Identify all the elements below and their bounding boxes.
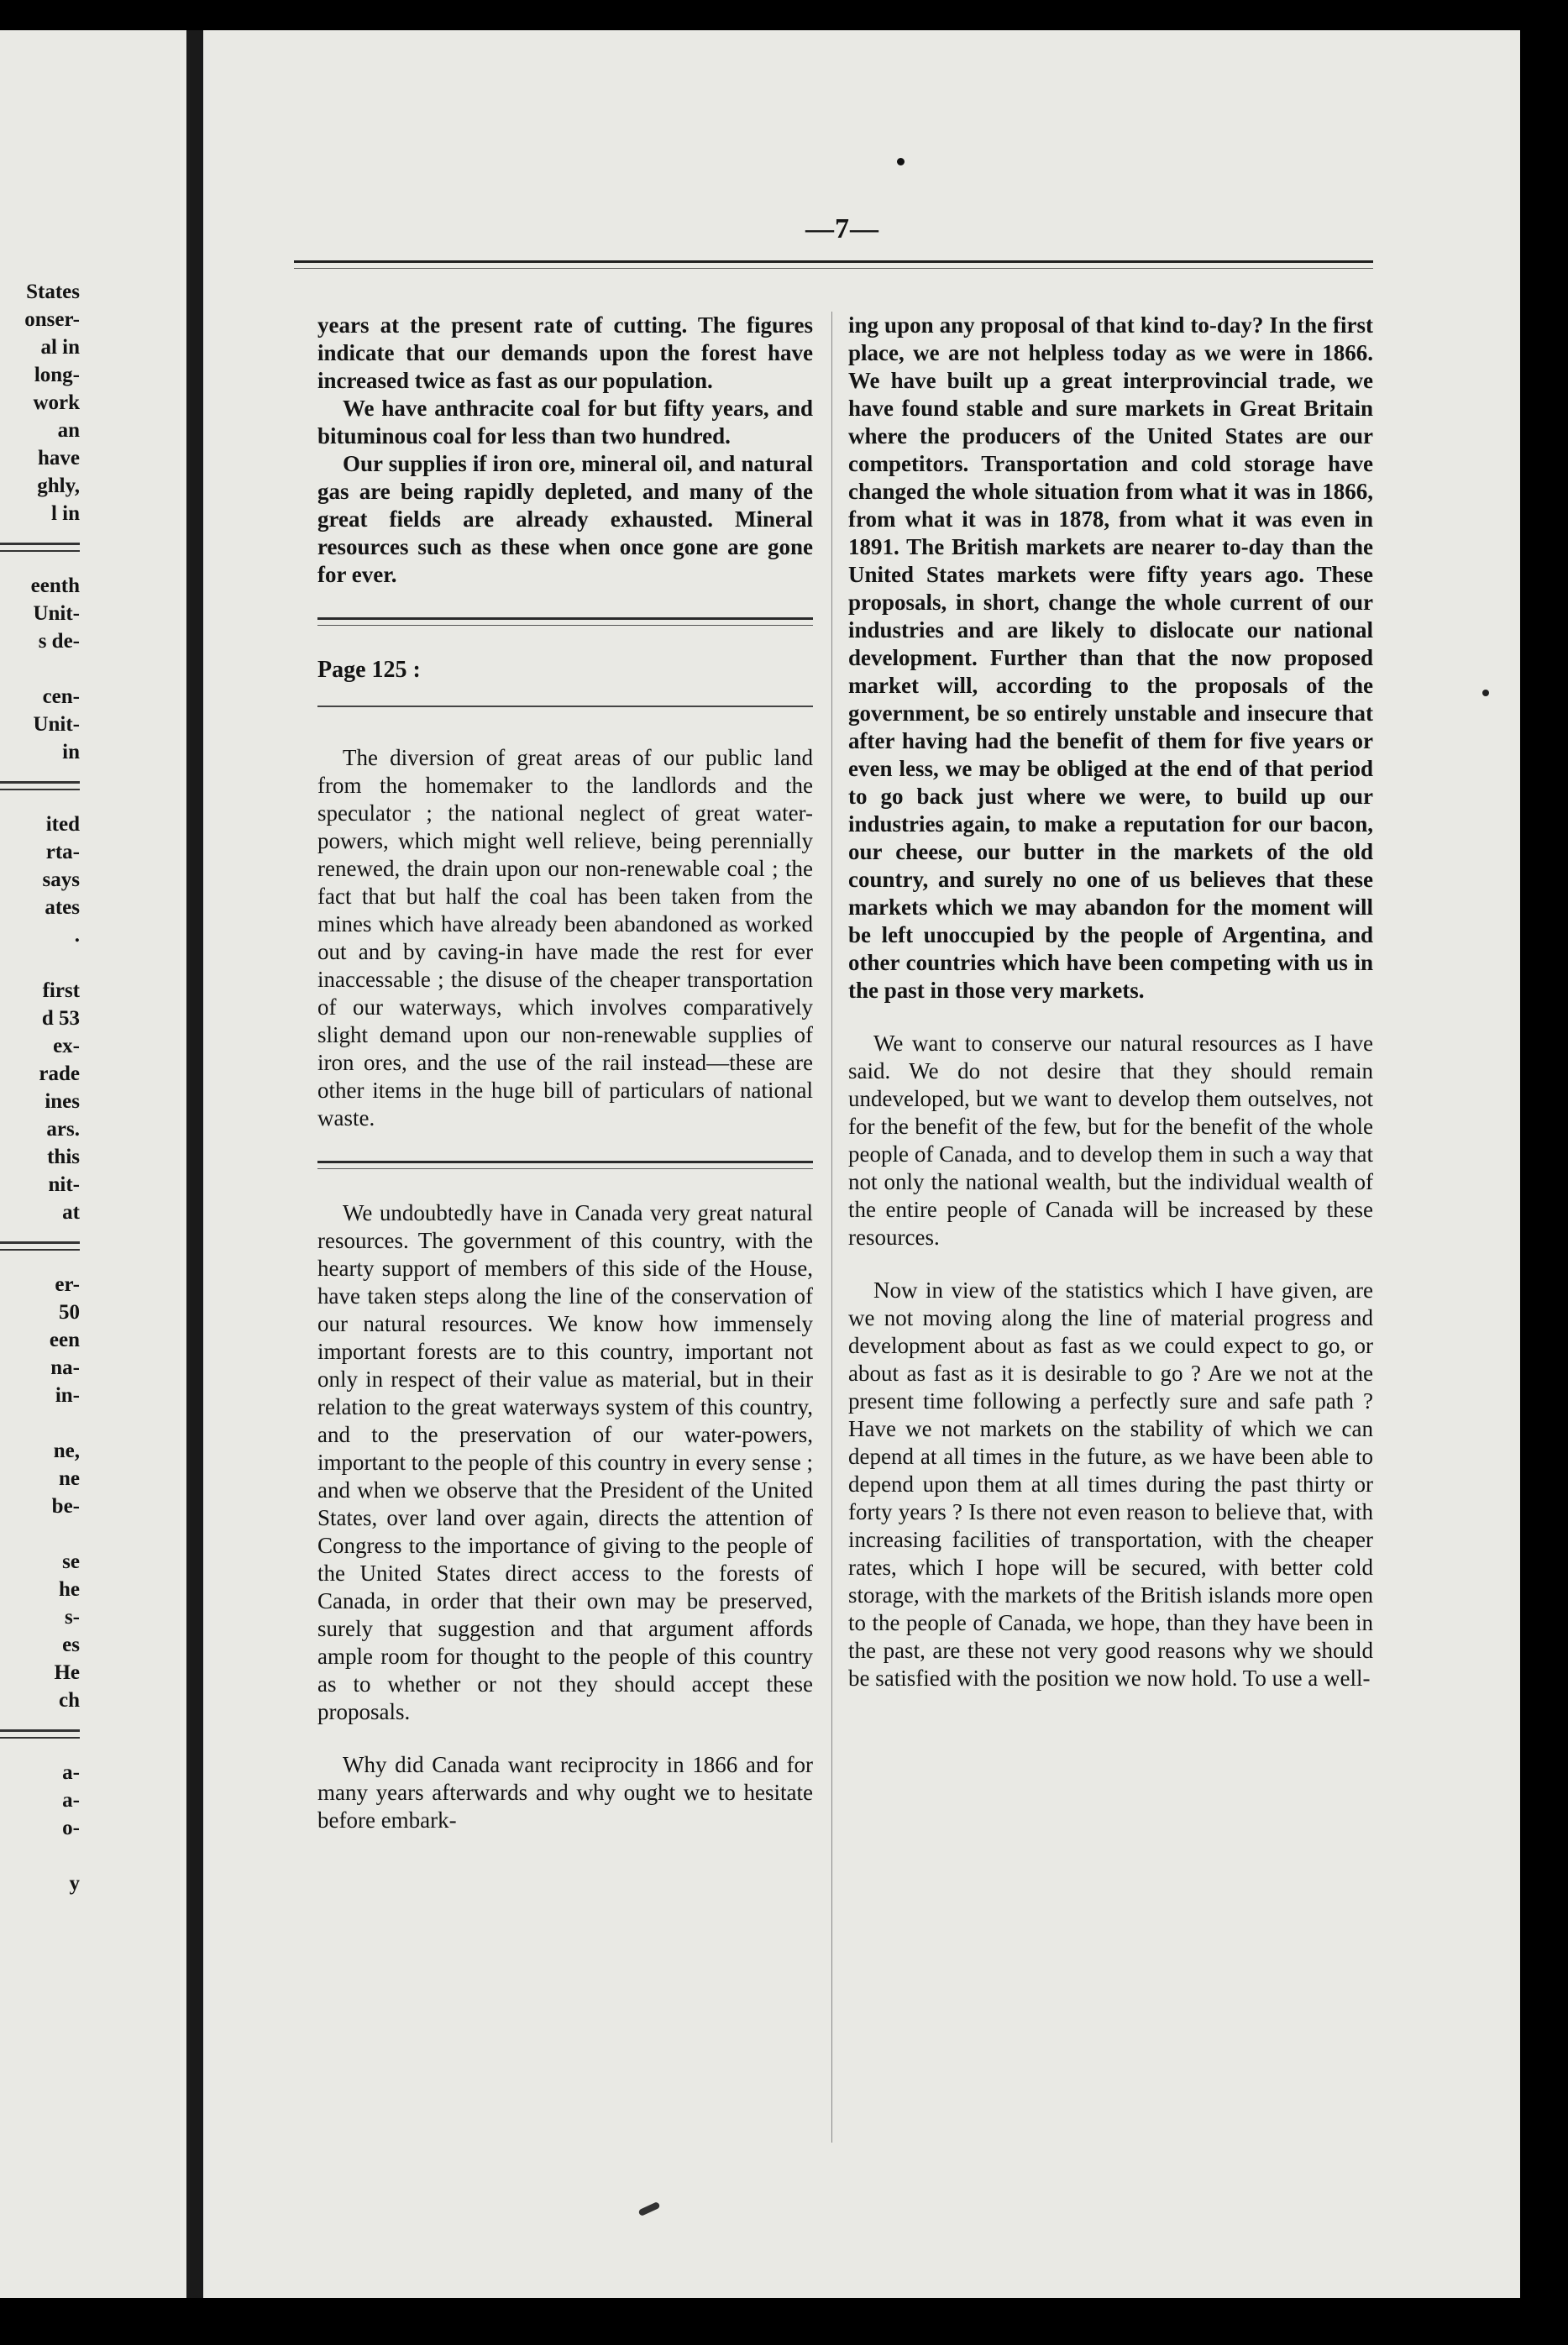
strip-line: er- (55, 1273, 80, 1296)
strip-line: ines (45, 1090, 80, 1113)
paragraph: years at the present rate of cutting. The figures indicate that our demands upon the forest have increased twice as fast as our population. (317, 312, 813, 393)
strip-line: s- (64, 1606, 80, 1629)
strip-line: He (54, 1661, 80, 1684)
strip-group-1 (0, 278, 80, 527)
strip-divider (0, 543, 80, 552)
ink-stain (638, 2201, 661, 2216)
strip-line: have (38, 447, 80, 470)
paragraph: Now in view of the statistics which I have given, are we not moving along the line of material progress and development about as fast as we could expect to go, or about as fast as it is desirable to go ? Are we not at the present time following a perfectly sure and safe path ? Have we not markets on the stability of which we can depend at all times in the future, as we have been able to depend upon them at all times during the past thirty or forty years ? Is there not even reason to believe that, with increasing facilities of transportation, with the cheaper rates, which I hope will be secured, with better cold storage, with the markets of the British islands more open to the people of Canada, we hope, than they have been in the past, are these not very good reasons why we should be satisfied with the position we now hold. To use a well- (848, 1277, 1373, 1691)
paragraph-gap (848, 1251, 1373, 1277)
section-rule (317, 1161, 813, 1169)
strip-line: in- (55, 1384, 80, 1407)
strip-line (0, 1409, 80, 1437)
strip-line: onser- (24, 308, 80, 331)
strip-line: Unit- (33, 713, 80, 736)
strip-line: 50 (59, 1301, 80, 1324)
strip-line: States (26, 281, 80, 303)
strip-line: se (62, 1550, 80, 1573)
header-rule (294, 260, 1373, 263)
strip-line: first (42, 979, 80, 1002)
strip-line: s de- (38, 630, 80, 653)
scanned-page (0, 30, 1520, 2298)
strip-line: long- (34, 364, 80, 386)
strip-line: ex- (53, 1035, 80, 1057)
column-left (317, 312, 813, 1834)
strip-line: ne, (53, 1440, 80, 1462)
paragraph: We undoubtedly have in Canada very great natural resources. The government of this country, with the hearty support of members of this side of the House, have taken steps along the line of the conservation of our natural resources. We know how immensely important forests are to this country, important not only in respect of their value as material, but in their relation to the great waterways system of this country, and to the preservation of our water-powers, important to the people of this country in every sense ; and when we observe that the President of the United States, over land over again, directs the attention of Congress to the importance of giving to the people of the United States direct access to the forests of Canada, in order that their own may be preserved, surely that suggestion and that argument affords ample room for thought to the people of this country as to whether or not they should accept these proposals. (317, 1200, 813, 1724)
strip-line: ne (59, 1467, 80, 1490)
section-rule (317, 617, 813, 626)
binding-gutter (186, 30, 203, 2298)
strip-line: o- (62, 1817, 80, 1839)
strip-line: al in (40, 336, 80, 359)
strip-divider (0, 1729, 80, 1739)
strip-divider (0, 781, 80, 790)
strip-divider (0, 1241, 80, 1251)
paragraph-gap (317, 1726, 813, 1751)
header-rule-thin (294, 268, 1373, 269)
strip-line: nit- (48, 1173, 80, 1196)
strip-line: ars. (46, 1118, 80, 1141)
strip-line: says (42, 868, 80, 891)
strip-group-4 (0, 1271, 80, 1714)
strip-line: be- (51, 1495, 80, 1518)
strip-line: rta- (45, 841, 80, 863)
section-rule (317, 706, 813, 707)
strip-line: ghly, (37, 475, 80, 497)
paragraph: ing upon any proposal of that kind to-day? In the first place, we are not helpless today as we were in 1866. We have built up a great interprovincial trade, we have found stable and sure markets in Great Britain where the producers of the United States are our competitors. Transportation and cold storage have changed the whole situation from what it was in 1866, from what it was in 1878, from what it was even in 1891. The British markets are nearer to-day than the United States markets were fifty years ago. These proposals, in short, change the whole current of our industries and are likely to dislocate our national development. Further than that the now proposed market will, according to the proposals of the government, be so entirely unstable and insecure that after having had the benefit of them for five years or even less, we may be obliged at the end of that period to go back just where we were, to build up our industries again, to make a reputation for our bacon, our cheese, our butter in the markets of the old country, and surely no one of us believes that these markets which we may abandon for the moment will be left unoccupied by the people of Argentina, and other countries which have been competing with us in the past in those very markets. (848, 312, 1373, 1003)
strip-line: ates (45, 896, 80, 919)
paragraph: The diversion of great areas of our public land from the homemaker to the landlords and the speculator ; the national neglect of great water-powers, which might well relieve, being perennially renewed, the drain upon our non-renewable coal ; the fact that but half the coal has been taken from the mines which have already been abandoned as worked out and by caving-in have made the rest for ever inaccessable ; the disuse of the cheaper transportation of our waterways, which involves comparatively slight demand upon our non-renewable supplies of iron ores, and the use of the rail instead—these are other items in the huge bill of particulars of national waste. (317, 745, 813, 1131)
strip-line: . (74, 924, 80, 947)
strip-line: es (62, 1634, 80, 1656)
strip-line: Unit- (33, 602, 80, 625)
strip-line: een (49, 1329, 80, 1351)
paragraph: We have anthracite coal for but fifty years, and bituminous coal for less than two hundred. (317, 396, 813, 449)
strip-line: na- (50, 1356, 80, 1379)
paragraph: Why did Canada want reciprocity in 1866 and for many years afterwards and why ought we to hesitate before embark- (317, 1752, 813, 1833)
strip-line: y (69, 1872, 80, 1895)
strip-group-5 (0, 1759, 80, 1897)
strip-line (0, 949, 80, 977)
strip-group-3 (0, 811, 80, 1226)
strip-line: this (47, 1146, 80, 1168)
strip-line: l in (50, 502, 80, 525)
strip-line: at (62, 1201, 80, 1224)
column-divider (831, 312, 832, 2143)
strip-line: a- (62, 1761, 80, 1784)
strip-group-2 (0, 572, 80, 766)
strip-line: d 53 (41, 1007, 80, 1030)
strip-line (0, 1520, 80, 1548)
strip-line: ited (45, 813, 80, 836)
strip-line (0, 655, 80, 683)
page-reference: Page 125 : (317, 657, 421, 683)
strip-line: cen- (42, 685, 80, 708)
strip-line: work (33, 391, 80, 414)
paragraph: We want to conserve our natural resources as I have said. We do not desire that they should remain undeveloped, but we want to develop them outselves, not for the benefit of the few, but for the benefit of the whole people of Canada, and to develop them in such a way that not only the national wealth, but the individual wealth of the entire people of Canada will be increased by these resources. (848, 1031, 1373, 1250)
strip-line (0, 1842, 80, 1870)
paragraph-gap (848, 1005, 1373, 1030)
adjacent-page-strip (0, 278, 80, 1897)
page-number: —7— (805, 213, 879, 244)
ink-dot (1482, 690, 1489, 696)
strip-line: ch (59, 1689, 80, 1712)
column-right (848, 312, 1373, 1692)
strip-line: in (62, 741, 80, 763)
ink-dot (897, 158, 905, 165)
strip-line: an (57, 419, 80, 442)
strip-line: eenth (30, 574, 80, 597)
strip-line: rade (39, 1062, 80, 1085)
strip-line: he (59, 1578, 80, 1601)
paragraph: Our supplies if iron ore, mineral oil, and natural gas are being rapidly depleted, and many of the great fields are already exhausted. Mineral resources such as these when once gone are gone for ever. (317, 451, 813, 587)
strip-line: a- (62, 1789, 80, 1812)
